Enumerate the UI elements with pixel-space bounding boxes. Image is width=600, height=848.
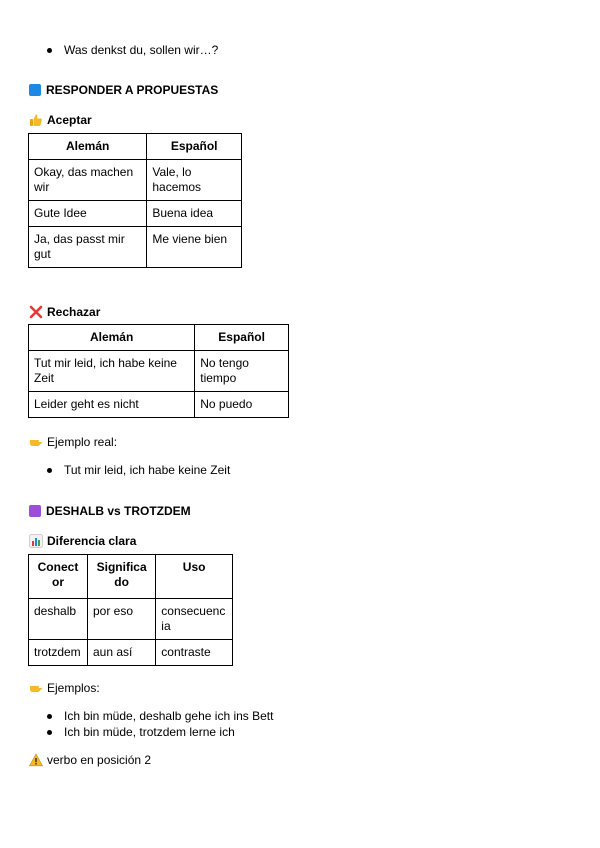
warning-text: verbo en posición 2 bbox=[47, 753, 152, 767]
intro-bullet-list bbox=[46, 42, 218, 58]
example-label: Ejemplo real: bbox=[47, 435, 118, 449]
list-item: Ich bin müde, trotzdem lerne ich bbox=[46, 724, 273, 740]
table-cell: No tengo tiempo bbox=[195, 351, 289, 392]
table-cell: Buena idea bbox=[147, 201, 242, 227]
section-title: DESHALB vs TROTZDEM bbox=[46, 504, 191, 518]
subheading-label: Rechazar bbox=[47, 305, 101, 319]
purple-square-icon bbox=[29, 505, 41, 517]
section-title: RESPONDER A PROPUESTAS bbox=[46, 83, 219, 97]
table-row bbox=[29, 201, 242, 227]
section-heading-deshalb bbox=[29, 503, 191, 519]
column-header: Alemán bbox=[29, 325, 195, 351]
table-header-row bbox=[29, 134, 242, 160]
column-header: Uso bbox=[156, 555, 233, 599]
examples-note bbox=[29, 680, 100, 696]
table-cell: deshalb bbox=[29, 599, 88, 640]
table-cell: por eso bbox=[87, 599, 155, 640]
table-cell: consecuencia bbox=[156, 599, 233, 640]
subheading-label: Diferencia clara bbox=[47, 534, 137, 548]
column-header: Significado bbox=[87, 555, 155, 599]
pointing-hand-icon bbox=[29, 681, 43, 695]
table-row bbox=[29, 599, 233, 640]
accept-table bbox=[28, 133, 242, 268]
table-row bbox=[29, 392, 289, 418]
example-bullet-list bbox=[46, 462, 230, 478]
table-row bbox=[29, 351, 289, 392]
warning-note bbox=[29, 752, 151, 768]
table-row bbox=[29, 227, 242, 268]
diff-table bbox=[28, 554, 233, 666]
examples-label: Ejemplos: bbox=[47, 681, 100, 695]
list-item: Ich bin müde, deshalb gehe ich ins Bett bbox=[46, 708, 273, 724]
table-cell: aun así bbox=[87, 640, 155, 666]
table-cell: Ja, das passt mir gut bbox=[29, 227, 147, 268]
bar-chart-icon bbox=[29, 534, 43, 548]
example-note bbox=[29, 434, 117, 450]
reject-table bbox=[28, 324, 289, 418]
list-item: Tut mir leid, ich habe keine Zeit bbox=[46, 462, 230, 478]
subheading-aceptar bbox=[29, 112, 92, 128]
subheading-rechazar bbox=[29, 304, 100, 320]
table-header-row bbox=[29, 325, 289, 351]
red-x-icon bbox=[29, 305, 43, 319]
thumbs-up-icon bbox=[29, 113, 43, 127]
column-header: Español bbox=[147, 134, 242, 160]
table-cell: Gute Idee bbox=[29, 201, 147, 227]
blue-square-icon bbox=[29, 84, 41, 96]
column-header: Conector bbox=[29, 555, 88, 599]
table-header-row bbox=[29, 555, 233, 599]
table-cell: Me viene bien bbox=[147, 227, 242, 268]
list-item: Was denkst du, sollen wir…? bbox=[46, 42, 218, 58]
warning-icon bbox=[29, 753, 43, 767]
subheading-diferencia bbox=[29, 533, 136, 549]
table-row bbox=[29, 160, 242, 201]
table-row bbox=[29, 640, 233, 666]
table-cell: Vale, lo hacemos bbox=[147, 160, 242, 201]
table-cell: Tut mir leid, ich habe keine Zeit bbox=[29, 351, 195, 392]
table-cell: Okay, das machen wir bbox=[29, 160, 147, 201]
table-cell: contraste bbox=[156, 640, 233, 666]
table-cell: trotzdem bbox=[29, 640, 88, 666]
column-header: Español bbox=[195, 325, 289, 351]
table-cell: No puedo bbox=[195, 392, 289, 418]
column-header: Alemán bbox=[29, 134, 147, 160]
section-heading-responder bbox=[29, 82, 218, 98]
pointing-hand-icon bbox=[29, 435, 43, 449]
subheading-label: Aceptar bbox=[47, 113, 92, 127]
examples-bullet-list bbox=[46, 708, 273, 740]
table-cell: Leider geht es nicht bbox=[29, 392, 195, 418]
